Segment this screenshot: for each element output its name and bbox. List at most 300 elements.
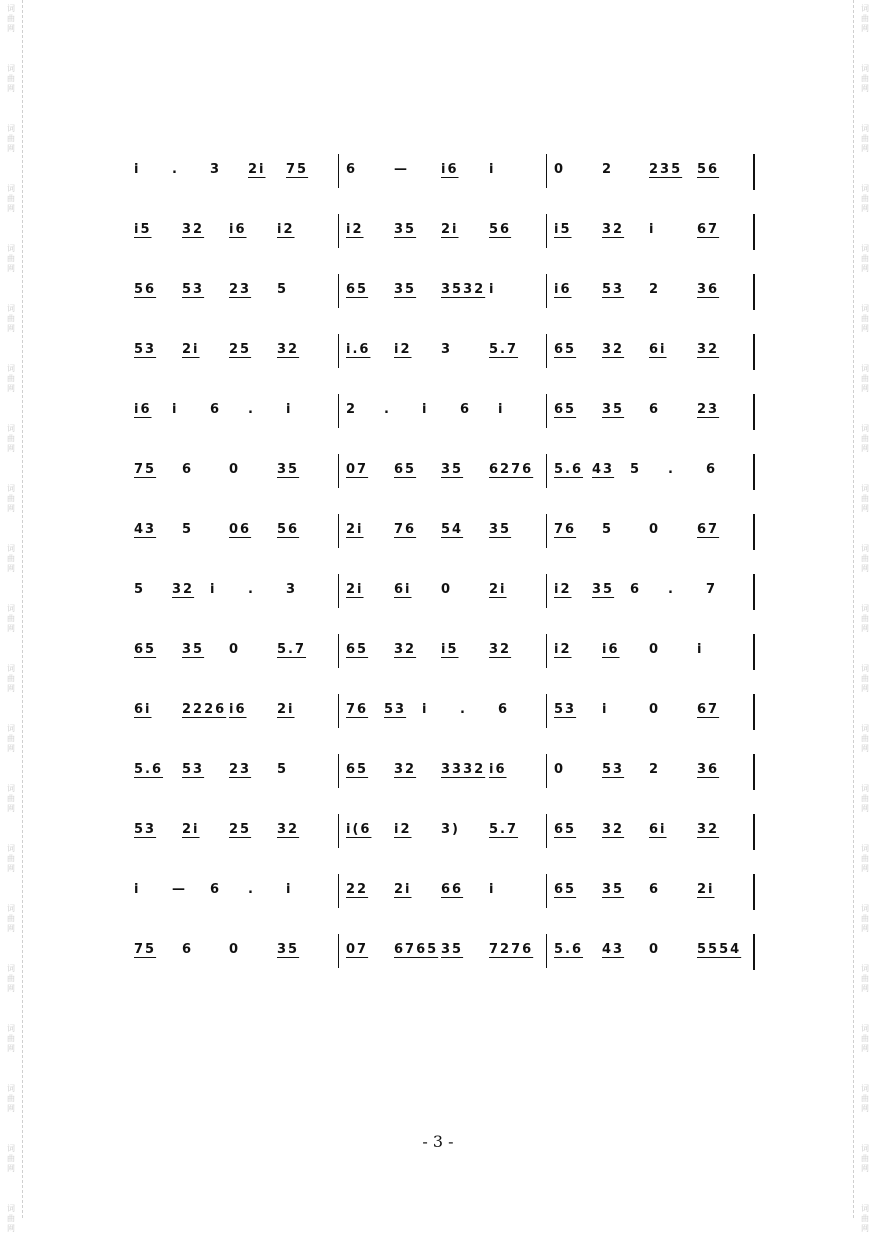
note-group: i [697,642,704,657]
score-row [130,812,760,852]
note-group: i6 [602,642,620,657]
note-group: 0 [554,162,566,177]
note-group: 35 [277,462,300,477]
note-group: i [422,402,429,417]
barline [753,814,755,850]
barline [338,754,339,788]
note-group: 76 [346,702,369,717]
measure [550,402,740,428]
watermark-mark: 词 曲 网 [7,124,15,153]
watermark-mark: 词 曲 网 [7,604,15,633]
note-group: 65 [394,462,417,477]
barline [338,274,339,308]
watermark-mark: 词 曲 网 [861,1204,869,1233]
measure [550,222,740,248]
note-group: 32 [697,342,720,357]
measure [130,162,320,188]
note-group: 56 [277,522,300,537]
note-group: 0 [649,642,661,657]
score-row [130,632,760,672]
note-group: 5554 [697,942,742,957]
measure [342,582,532,608]
barline [753,154,755,190]
barline [338,154,339,188]
note-group: 32 [277,822,300,837]
note-group: 32 [277,342,300,357]
note-group: 35 [277,942,300,957]
note-group: 25 [229,822,252,837]
watermark-mark: 词 曲 网 [861,724,869,753]
measure [550,702,740,728]
note-group: i5 [554,222,572,237]
barline [338,934,339,968]
barline [338,634,339,668]
score-row [130,272,760,312]
barline [753,454,755,490]
watermark-mark: 词 曲 网 [861,124,869,153]
note-group: 43 [602,942,625,957]
watermark-mark: 词 曲 网 [7,544,15,573]
score-row [130,392,760,432]
note-group: i [286,882,293,897]
watermark-mark: 词 曲 网 [7,904,15,933]
score-row [130,212,760,252]
note-group: . [460,702,467,717]
note-group: 6 [182,462,194,477]
measure [342,702,532,728]
note-group: i6 [441,162,459,177]
watermark-mark: 词 曲 网 [7,844,15,873]
note-group: 36 [697,282,720,297]
note-group: 5.7 [489,822,519,837]
measure [342,822,532,848]
page-number: - 3 - [422,1132,454,1151]
note-group: 5 [630,462,642,477]
note-group: . [248,882,255,897]
note-group: 56 [489,222,512,237]
note-group: 54 [441,522,464,537]
note-group: 0 [229,942,241,957]
note-group: 0 [649,702,661,717]
barline [546,334,547,368]
measure [550,522,740,548]
measure [130,402,320,428]
watermark-mark: 词 曲 网 [7,244,15,273]
note-group: 6 [498,702,510,717]
score-row [130,512,760,552]
note-group: 3 [210,162,222,177]
barline [546,814,547,848]
note-group: 6i [394,582,412,597]
watermark-mark: 词 曲 网 [861,1144,869,1173]
note-group: 5.7 [277,642,307,657]
note-group: i6 [489,762,507,777]
note-group: 53 [602,762,625,777]
note-group: 2i [346,522,364,537]
note-group: 32 [182,222,205,237]
note-group: 35 [602,402,625,417]
note-group: i5 [134,222,152,237]
note-group: i5 [441,642,459,657]
watermark-mark: 词 曲 网 [7,784,15,813]
note-group: 23 [697,402,720,417]
score-row [130,332,760,372]
note-group: . [248,582,255,597]
note-group: 6276 [489,462,534,477]
barline [338,394,339,428]
note-group: 2i [248,162,266,177]
note-group: i [134,162,141,177]
note-group: 32 [489,642,512,657]
note-group: i [134,882,141,897]
note-group: 6i [649,342,667,357]
note-group: 56 [697,162,720,177]
measure [342,162,532,188]
watermark-mark: 词 曲 网 [861,364,869,393]
note-group: 35 [182,642,205,657]
barline [753,934,755,970]
note-group: 43 [592,462,615,477]
watermark-mark: 词 曲 网 [861,64,869,93]
note-group: 75 [286,162,309,177]
measure [550,342,740,368]
note-group: 76 [554,522,577,537]
note-group: 07 [346,942,369,957]
note-group: i.6 [346,342,371,357]
barline [546,874,547,908]
note-group: i [422,702,429,717]
barline [546,394,547,428]
note-group: 6 [210,402,222,417]
note-group: 2i [182,342,200,357]
measure [342,942,532,968]
note-group: 65 [134,642,157,657]
note-group: 5.6 [554,942,584,957]
note-group: 43 [134,522,157,537]
barline [753,514,755,550]
barline [753,754,755,790]
note-group: 3532 [441,282,486,297]
watermark-mark: 词 曲 网 [7,304,15,333]
note-group: 65 [554,882,577,897]
measure [550,822,740,848]
note-group: 66 [441,882,464,897]
note-group: 6 [706,462,718,477]
note-group: 67 [697,702,720,717]
note-group: i6 [229,222,247,237]
note-group: 65 [346,282,369,297]
note-group: 2i [697,882,715,897]
note-group: 5.6 [554,462,584,477]
watermark-mark: 词 曲 网 [861,904,869,933]
barline [753,574,755,610]
note-group: i [489,282,496,297]
note-group: 35 [441,462,464,477]
watermark-mark: 词 曲 网 [861,1084,869,1113]
note-group: i2 [394,822,412,837]
watermark-mark: 词 曲 网 [7,1144,15,1173]
measure [342,222,532,248]
note-group: i2 [394,342,412,357]
measure [130,462,320,488]
note-group: . [668,462,675,477]
watermark-mark: 词 曲 网 [7,4,15,33]
note-group: 0 [649,942,661,957]
note-group: i [172,402,179,417]
note-group: 2 [649,282,661,297]
note-group: 2i [182,822,200,837]
note-group: 2226 [182,702,227,717]
note-group: 2 [602,162,614,177]
note-group: 2i [394,882,412,897]
note-group: 65 [346,642,369,657]
barline [338,874,339,908]
measure [550,882,740,908]
note-group: 36 [697,762,720,777]
note-group: 32 [394,762,417,777]
watermark-mark: 词 曲 网 [7,184,15,213]
barline [753,874,755,910]
note-group: i [210,582,217,597]
measure [550,462,740,488]
note-group: 65 [554,822,577,837]
barline [338,334,339,368]
score-row [130,932,760,972]
note-group: 235 [649,162,683,177]
measure [550,942,740,968]
note-group: 32 [602,342,625,357]
measure [342,882,532,908]
note-group: 2 [649,762,661,777]
note-group: 6 [210,882,222,897]
barline [338,454,339,488]
measure [550,582,740,608]
note-group: 3 [441,342,453,357]
note-group: 07 [346,462,369,477]
note-group: 0 [229,462,241,477]
watermark-mark: 词 曲 网 [861,4,869,33]
measure [130,762,320,788]
watermark-mark: 词 曲 网 [861,184,869,213]
note-group: 5 [182,522,194,537]
score-row [130,452,760,492]
measure [550,762,740,788]
note-group: 7 [706,582,718,597]
note-group: 25 [229,342,252,357]
barline [338,514,339,548]
note-group: 0 [649,522,661,537]
note-group: 65 [554,402,577,417]
measure [130,882,320,908]
watermark-mark: 词 曲 网 [7,484,15,513]
note-group: 35 [394,222,417,237]
note-group: 53 [182,762,205,777]
note-group: i2 [554,582,572,597]
note-group: 67 [697,522,720,537]
note-group: 75 [134,942,157,957]
note-group: 0 [441,582,453,597]
note-group: 6 [630,582,642,597]
watermark-mark: 词 曲 网 [861,664,869,693]
note-group: 2i [346,582,364,597]
watermark-mark: 词 曲 网 [861,844,869,873]
barline [338,214,339,248]
measure [342,642,532,668]
barline [546,514,547,548]
note-group: i [286,402,293,417]
barline [753,274,755,310]
note-group: i [489,882,496,897]
barline [546,754,547,788]
note-group: . [384,402,391,417]
measure [130,282,320,308]
note-group: 56 [134,282,157,297]
note-group: 6 [649,402,661,417]
score-row [130,752,760,792]
score-row [130,692,760,732]
score-row [130,152,760,192]
measure [130,822,320,848]
note-group: 0 [229,642,241,657]
note-group: 2 [346,402,358,417]
note-group: i2 [277,222,295,237]
note-group: 35 [592,582,615,597]
note-group: 7276 [489,942,534,957]
note-group: 23 [229,762,252,777]
note-group: 2i [489,582,507,597]
note-group: 6i [649,822,667,837]
measure [342,402,532,428]
watermark-mark: 词 曲 网 [861,964,869,993]
note-group: i6 [554,282,572,297]
measure [550,162,740,188]
measure [342,342,532,368]
watermark-mark: 词 曲 网 [7,964,15,993]
barline [753,214,755,250]
note-group: 3 [286,582,298,597]
note-group: 5 [134,582,146,597]
note-group: 3332 [441,762,486,777]
measure [342,522,532,548]
note-group: 35 [441,942,464,957]
note-group: — [172,882,187,897]
note-group: 32 [394,642,417,657]
watermark-mark: 词 曲 网 [7,664,15,693]
watermark-mark: 词 曲 网 [861,784,869,813]
watermark-mark: 词 曲 网 [7,424,15,453]
note-group: 32 [697,822,720,837]
note-group: 06 [229,522,252,537]
note-group: 6 [460,402,472,417]
watermark-mark: 词 曲 网 [7,1024,15,1053]
note-group: 53 [134,822,157,837]
barline [338,574,339,608]
watermark-mark: 词 曲 网 [7,1204,15,1233]
note-group: 53 [554,702,577,717]
barline [546,934,547,968]
note-group: 67 [697,222,720,237]
note-group: . [668,582,675,597]
score-row [130,872,760,912]
barline [546,274,547,308]
barline [546,214,547,248]
note-group: 6 [649,882,661,897]
measure [342,282,532,308]
score-row [130,572,760,612]
note-group: 6i [134,702,152,717]
measure [130,582,320,608]
note-group: 6 [182,942,194,957]
note-group: 3) [441,822,460,837]
note-group: 35 [602,882,625,897]
barline [338,814,339,848]
note-group: . [248,402,255,417]
note-group: 32 [602,222,625,237]
note-group: 32 [172,582,195,597]
note-group: i [489,162,496,177]
measure [130,222,320,248]
watermark-mark: 词 曲 网 [861,604,869,633]
note-group: 53 [134,342,157,357]
note-group: i [649,222,656,237]
note-group: 65 [346,762,369,777]
note-group: i(6 [346,822,372,837]
barline [546,574,547,608]
note-group: 53 [384,702,407,717]
measure [130,702,320,728]
note-group: i2 [346,222,364,237]
barline [753,334,755,370]
watermark-mark: 词 曲 网 [861,244,869,273]
watermark-mark: 词 曲 网 [7,1084,15,1113]
barline [546,454,547,488]
measure [130,342,320,368]
note-group: 65 [554,342,577,357]
measure [342,762,532,788]
measure [130,522,320,548]
note-group: 22 [346,882,369,897]
note-group: 5 [602,522,614,537]
barline [753,394,755,430]
barline [338,694,339,728]
note-group: — [394,162,409,177]
watermark-mark: 词 曲 网 [861,1024,869,1053]
barline [753,634,755,670]
watermark-mark: 词 曲 网 [861,484,869,513]
note-group: 0 [554,762,566,777]
watermark-mark: 词 曲 网 [861,424,869,453]
note-group: 5.7 [489,342,519,357]
note-group: 23 [229,282,252,297]
watermark-mark: 词 曲 网 [7,364,15,393]
note-group: i2 [554,642,572,657]
barline [546,634,547,668]
barline [546,694,547,728]
barline [753,694,755,730]
measure [130,942,320,968]
measure [550,282,740,308]
barline [546,154,547,188]
note-group: i6 [229,702,247,717]
note-group: i [498,402,505,417]
note-group: . [172,162,179,177]
measure [130,642,320,668]
note-group: 5 [277,762,289,777]
note-group: 35 [394,282,417,297]
note-group: 35 [489,522,512,537]
note-group: 75 [134,462,157,477]
note-group: 6 [346,162,358,177]
